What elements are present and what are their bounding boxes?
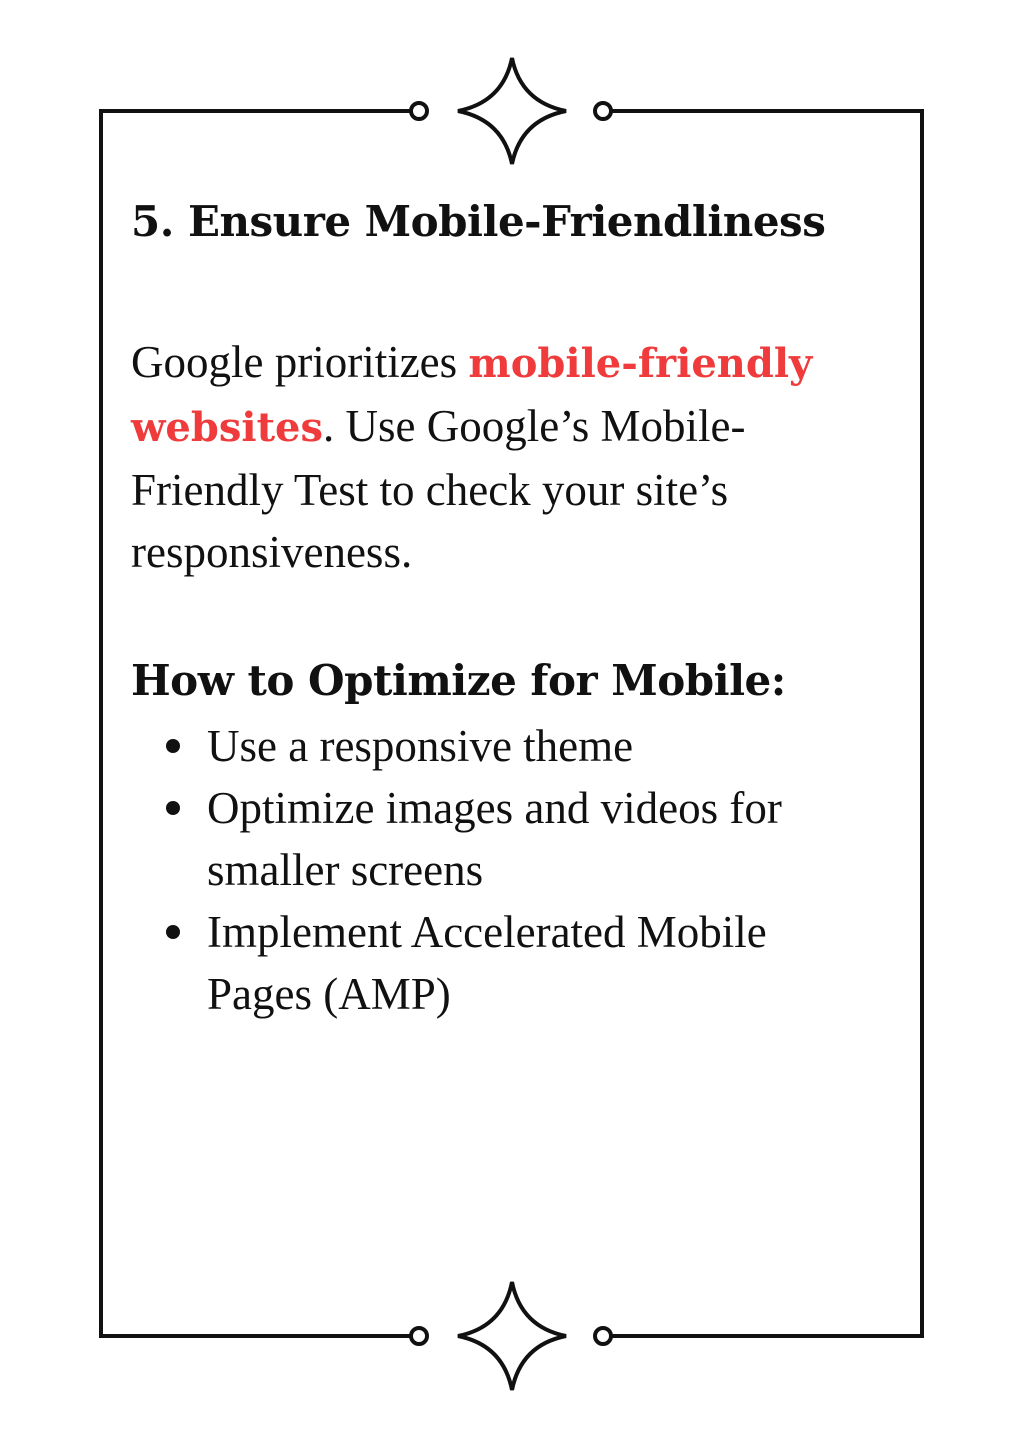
list-item-text: Optimize images and videos for smaller screens (207, 783, 782, 895)
bullet-icon (166, 739, 180, 753)
list-item (131, 901, 847, 1025)
frame-top-left-dot (411, 103, 427, 119)
frame-bottom-right-dot (595, 1328, 611, 1344)
frame-top-right-dot (595, 103, 611, 119)
content-block (131, 196, 891, 1025)
intro-paragraph (131, 331, 871, 583)
four-point-star-icon (458, 58, 566, 164)
four-point-star-icon (458, 1282, 566, 1390)
section-title: 5. Ensure Mobile-Friendliness (131, 197, 826, 246)
bullet-icon (166, 801, 180, 815)
list-item (131, 777, 847, 901)
frame-bottom-left-dot (411, 1328, 427, 1344)
list-item-text: Implement Accelerated Mobile Pages (AMP) (207, 907, 767, 1019)
intro-text-before: Google prioritizes (131, 336, 469, 387)
bullet-icon (166, 925, 180, 939)
list-item-text: Use a responsive theme (207, 721, 634, 771)
list-item (131, 715, 847, 777)
intro-highlight: mobile-friendly websites (131, 339, 813, 451)
tips-list (131, 715, 891, 1025)
intro-text-after: . Use Google’s Mobile-Friendly Test to check your site’s responsiveness. (131, 400, 746, 577)
howto-title: How to Optimize for Mobile: (131, 655, 786, 705)
